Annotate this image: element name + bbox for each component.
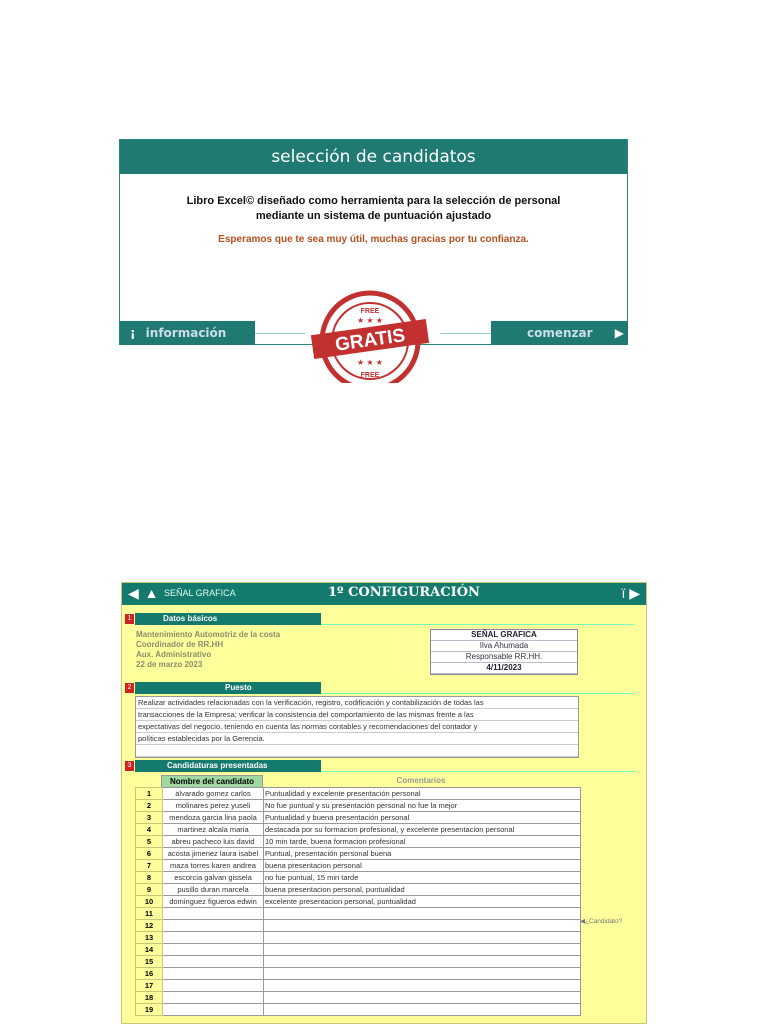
puesto-line: Realizar actividades relacionadas con la verificación, registro, codificación y contabilización de todas las (136, 697, 578, 709)
candidate-comment-cell[interactable]: No fue puntual y su presentación personal no fue la mejor (264, 800, 581, 812)
stars-icon: ★ ★ ★ (357, 316, 383, 325)
divider-right (440, 333, 491, 334)
info-icon: ¡ (130, 326, 136, 340)
candidate-name-cell[interactable] (163, 968, 264, 980)
company-subtitle: SEÑAL GRAFICA (164, 588, 236, 598)
candidate-name-cell[interactable]: dominguez figueroa edwin (163, 896, 264, 908)
section-number-1: 1 (125, 614, 134, 624)
candidate-name-cell[interactable]: molinares perez yuseli (163, 800, 264, 812)
info-button[interactable] (120, 321, 255, 345)
candidate-comment-cell[interactable] (264, 968, 581, 980)
candidate-name-cell[interactable]: mendoza garcia lina paola (163, 812, 264, 824)
candidate-number: 8 (136, 872, 163, 884)
date: 22 de marzo 2023 (136, 660, 203, 669)
section-rule (321, 624, 635, 625)
candidate-row (136, 932, 581, 944)
section-number-2: 2 (125, 683, 134, 693)
responsible-role-field[interactable]: Responsable RR.HH. (431, 652, 577, 663)
candidate-number: 10 (136, 896, 163, 908)
candidate-row (136, 836, 581, 848)
candidate-comment-cell[interactable] (264, 956, 581, 968)
coordinator: Coordinador de RR.HH (136, 640, 224, 649)
candidate-row (136, 860, 581, 872)
candidate-number: 11 (136, 908, 163, 920)
responsible-name-field[interactable]: Ilva Ahumada (431, 641, 577, 652)
candidate-comment-cell[interactable]: Puntual, presentación personal buena (264, 848, 581, 860)
thanks-message: Esperamos que te sea muy útil, muchas gracias por tu confianza. (218, 234, 529, 245)
candidate-number: 7 (136, 860, 163, 872)
candidate-row (136, 944, 581, 956)
candidate-name-cell[interactable] (163, 908, 264, 920)
candidate-comment-cell[interactable]: buena presentacion personal (264, 860, 581, 872)
puesto-line: transacciones de la Empresa; verificar la consistencia del comportamiento de las mismas frente a las (136, 709, 578, 721)
candidate-name-cell[interactable]: acosta jimenez laura isabel (163, 848, 264, 860)
candidate-number: 1 (136, 788, 163, 800)
candidate-number: 3 (136, 812, 163, 824)
candidate-comment-cell[interactable] (264, 992, 581, 1004)
section-rule (321, 771, 635, 772)
stars-icon-bottom: ★ ★ ★ (357, 358, 383, 367)
candidate-row (136, 968, 581, 980)
date-field[interactable]: 4/11/2023 (431, 663, 577, 674)
puesto-line: expectativas del negocio, teniendo en cuenta las normas contables y recomendaciones del contador y (136, 721, 578, 733)
candidate-name-cell[interactable]: maza torres karen andrea (163, 860, 264, 872)
candidate-comment-cell[interactable]: excelente presentacion personal, puntualidad (264, 896, 581, 908)
candidate-comment-cell[interactable]: Puntualidad y buena presentación personal (264, 812, 581, 824)
candidates-table (135, 787, 581, 1016)
stamp-text: GRATIS (333, 325, 407, 356)
candidate-row (136, 788, 581, 800)
candidate-row (136, 920, 581, 932)
candidate-row (136, 812, 581, 824)
datos-basicos-box[interactable] (430, 629, 578, 675)
candidate-row (136, 908, 581, 920)
section-title-datos: Datos básicos (135, 613, 321, 625)
candidate-row (136, 824, 581, 836)
candidate-row (136, 980, 581, 992)
stamp-ring-text-top: FREE (360, 308, 380, 315)
section-title-candidaturas: Candidaturas presentadas (135, 760, 321, 772)
section-number-3: 3 (125, 761, 134, 771)
candidate-row (136, 848, 581, 860)
candidate-name-header: Nombre del candidato (161, 775, 263, 788)
candidate-name-cell[interactable]: pusillo duran marcela (163, 884, 264, 896)
stamp-ring-text-bottom: FREE (360, 372, 380, 379)
candidate-comment-cell[interactable] (264, 920, 581, 932)
candidate-name-cell[interactable]: martinez alcala maria (163, 824, 264, 836)
config-sheet (121, 582, 647, 1024)
puesto-line: políticas establecidas por la Gerencia. (136, 733, 578, 745)
candidate-number: 6 (136, 848, 163, 860)
candidate-name-cell[interactable] (163, 956, 264, 968)
candidate-name-cell[interactable] (163, 992, 264, 1004)
candidate-comment-cell[interactable]: 10 min tarde, buena formacion profesional (264, 836, 581, 848)
candidate-number: 9 (136, 884, 163, 896)
puesto-line (136, 745, 578, 757)
info-label: información (145, 326, 227, 340)
candidate-name-cell[interactable]: abreu pacheco luis david (163, 836, 264, 848)
candidate-comment-cell[interactable]: no fue puntual, 15 min tarde (264, 872, 581, 884)
info-next-icons[interactable]: ï ▶ (621, 585, 640, 601)
play-arrow-icon: ▶ (614, 326, 624, 340)
description-line-2: mediante un sistema de puntuación ajustado (255, 210, 492, 222)
start-button[interactable] (491, 321, 628, 345)
section-rule (321, 693, 635, 694)
candidate-name-cell[interactable] (163, 944, 264, 956)
comments-header: Comentarios (396, 776, 446, 785)
candidate-number: 19 (136, 1004, 163, 1016)
candidate-number: 15 (136, 956, 163, 968)
section-title-puesto: Puesto (135, 682, 321, 694)
candidate-number: 5 (136, 836, 163, 848)
gratis-stamp-badge (306, 283, 434, 383)
candidate-name-cell[interactable]: alvarado gomez carlos (163, 788, 264, 800)
candidate-number: 14 (136, 944, 163, 956)
candidate-comment-cell[interactable]: Puntualidad y excelente presentación personal (264, 788, 581, 800)
description-line-1: Libro Excel© diseñado como herramienta para la selección de personal (186, 195, 561, 207)
company-field[interactable]: SEÑAL GRAFICA (431, 630, 577, 641)
puesto-description-box[interactable] (135, 696, 579, 758)
candidate-number: 12 (136, 920, 163, 932)
cover-description (120, 194, 627, 224)
datos-basicos-left (136, 630, 280, 670)
candidate-comment-cell[interactable] (264, 932, 581, 944)
candidate-number: 13 (136, 932, 163, 944)
candidate-name-cell[interactable] (163, 932, 264, 944)
candidate-name-cell[interactable] (163, 1004, 264, 1016)
candidate-comment-cell[interactable] (264, 908, 581, 920)
candidate-number: 17 (136, 980, 163, 992)
candidate-comment-cell[interactable] (264, 944, 581, 956)
candidate-row (136, 800, 581, 812)
candidate-name-cell[interactable] (163, 980, 264, 992)
divider-left (255, 333, 305, 334)
back-up-arrow-icons[interactable]: ◀ ▲ (128, 585, 160, 601)
candidate-number: 4 (136, 824, 163, 836)
sheet-header-bar (122, 583, 646, 605)
candidate-hint: ◀¿Candidato? (580, 918, 623, 925)
candidate-number: 16 (136, 968, 163, 980)
candidate-row (136, 956, 581, 968)
candidate-number: 2 (136, 800, 163, 812)
cover-title: selección de candidatos (120, 140, 627, 174)
candidate-comment-cell[interactable] (264, 980, 581, 992)
candidate-row (136, 884, 581, 896)
position: Aux. Administrativo (136, 650, 212, 659)
sheet-title: 1º CONFIGURACIÓN (328, 585, 480, 600)
candidate-row (136, 872, 581, 884)
candidate-number: 18 (136, 992, 163, 1004)
candidate-row (136, 896, 581, 908)
candidate-comment-cell[interactable]: destacada por su formacion profesional, y excelente presentacion personal (264, 824, 581, 836)
start-label: comenzar (527, 326, 593, 340)
candidate-row (136, 1004, 581, 1016)
company-name: Mantenimiento Automotriz de la costa (136, 630, 281, 639)
candidate-comment-cell[interactable]: buena presentacion personal, puntualidad (264, 884, 581, 896)
candidate-name-cell[interactable]: escorcia galvan gissela (163, 872, 264, 884)
candidate-name-cell[interactable] (163, 920, 264, 932)
candidate-comment-cell[interactable] (264, 1004, 581, 1016)
candidate-row (136, 992, 581, 1004)
